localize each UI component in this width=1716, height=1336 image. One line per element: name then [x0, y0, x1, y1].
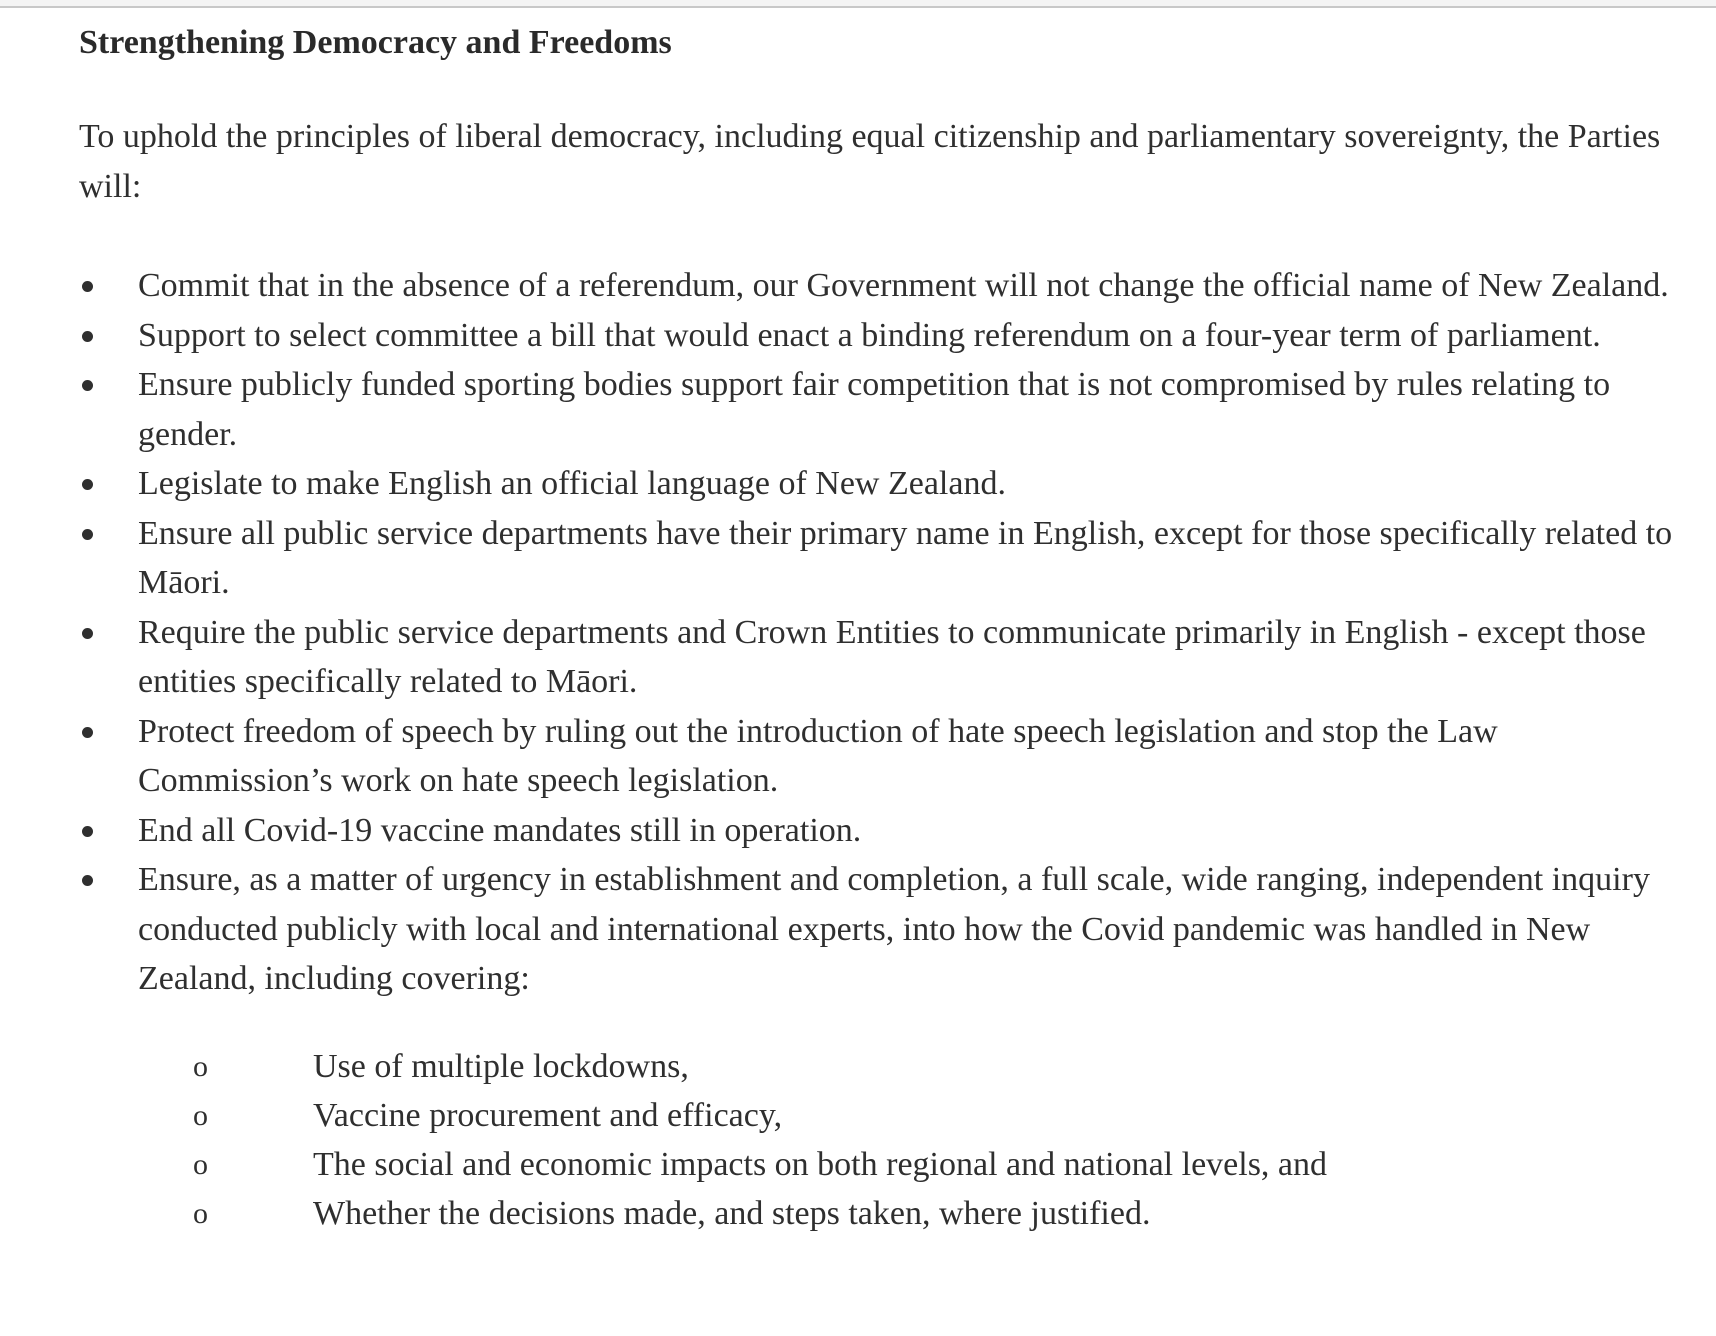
sub-bullet-marker: o — [193, 1049, 208, 1083]
sub-list-item-text: Whether the decisions made, and steps taken, where justified. — [313, 1194, 1151, 1232]
sub-bullet-marker: o — [193, 1147, 208, 1181]
list-item — [79, 608, 1679, 707]
bullet-icon — [82, 826, 93, 837]
bullet-icon — [82, 331, 93, 342]
sub-list-item — [79, 1091, 1679, 1140]
bullet-icon — [82, 479, 93, 490]
commitments-list — [79, 261, 1679, 1004]
sub-list-item-text: Vaccine procurement and efficacy, — [313, 1096, 783, 1134]
list-item-text: End all Covid-19 vaccine mandates still in operation. — [138, 811, 862, 849]
list-item-text: Ensure, as a matter of urgency in establishment and completion, a full scale, wide ranging, independent inquiry conducted publicly with local and international experts, into how the Covid pandemic was handled in New Zealand, including covering: — [138, 861, 1650, 997]
bullet-icon — [82, 875, 93, 886]
list-item — [79, 360, 1679, 459]
sub-bullet-marker: o — [193, 1098, 208, 1132]
list-item — [79, 261, 1679, 311]
bullet-icon — [82, 380, 93, 391]
sub-list-item-text: Use of multiple lockdowns, — [313, 1047, 689, 1085]
list-item — [79, 855, 1679, 1004]
list-item-text: Legislate to make English an official language of New Zealand. — [138, 465, 1006, 502]
section-heading: Strengthening Democracy and Freedoms — [79, 24, 672, 61]
list-item-text: Protect freedom of speech by ruling out the introduction of hate speech legislation and stop the Law Commission’s work on hate speech legislation. — [138, 712, 1498, 799]
top-border — [0, 0, 1716, 8]
bullet-icon — [82, 628, 93, 639]
sub-bullet-marker: o — [193, 1196, 208, 1230]
list-item — [79, 311, 1679, 361]
list-item — [79, 806, 1679, 856]
sub-list-item-text: The social and economic impacts on both regional and national levels, and — [313, 1145, 1328, 1183]
intro-paragraph: To uphold the principles of liberal democracy, including equal citizenship and parliamentary sovereignty, the Parties will: — [79, 118, 1661, 205]
list-item-text: Ensure all public service departments have their primary name in English, except for those specifically related to Māori. — [138, 514, 1673, 601]
list-item-text: Support to select committee a bill that would enact a binding referendum on a four-year term of parliament. — [138, 316, 1601, 354]
list-item — [79, 509, 1679, 608]
list-item — [79, 707, 1679, 806]
list-item — [79, 459, 1679, 509]
document-body — [79, 18, 1679, 1238]
inquiry-topics-list — [79, 1042, 1679, 1238]
bullet-icon — [82, 727, 93, 738]
bullet-icon — [82, 529, 93, 540]
bullet-icon — [82, 281, 93, 292]
list-item-text: Require the public service departments and Crown Entities to communicate primarily in English - except those entities specifically related to Māori. — [138, 613, 1646, 700]
sub-list-item — [79, 1189, 1679, 1238]
list-item-text: Commit that in the absence of a referendum, our Government will not change the official name of New Zealand. — [138, 267, 1669, 304]
sub-list-item — [79, 1140, 1679, 1189]
sub-list-item — [79, 1042, 1679, 1091]
list-item-text: Ensure publicly funded sporting bodies support fair competition that is not compromised by rules relating to gender. — [138, 366, 1611, 453]
